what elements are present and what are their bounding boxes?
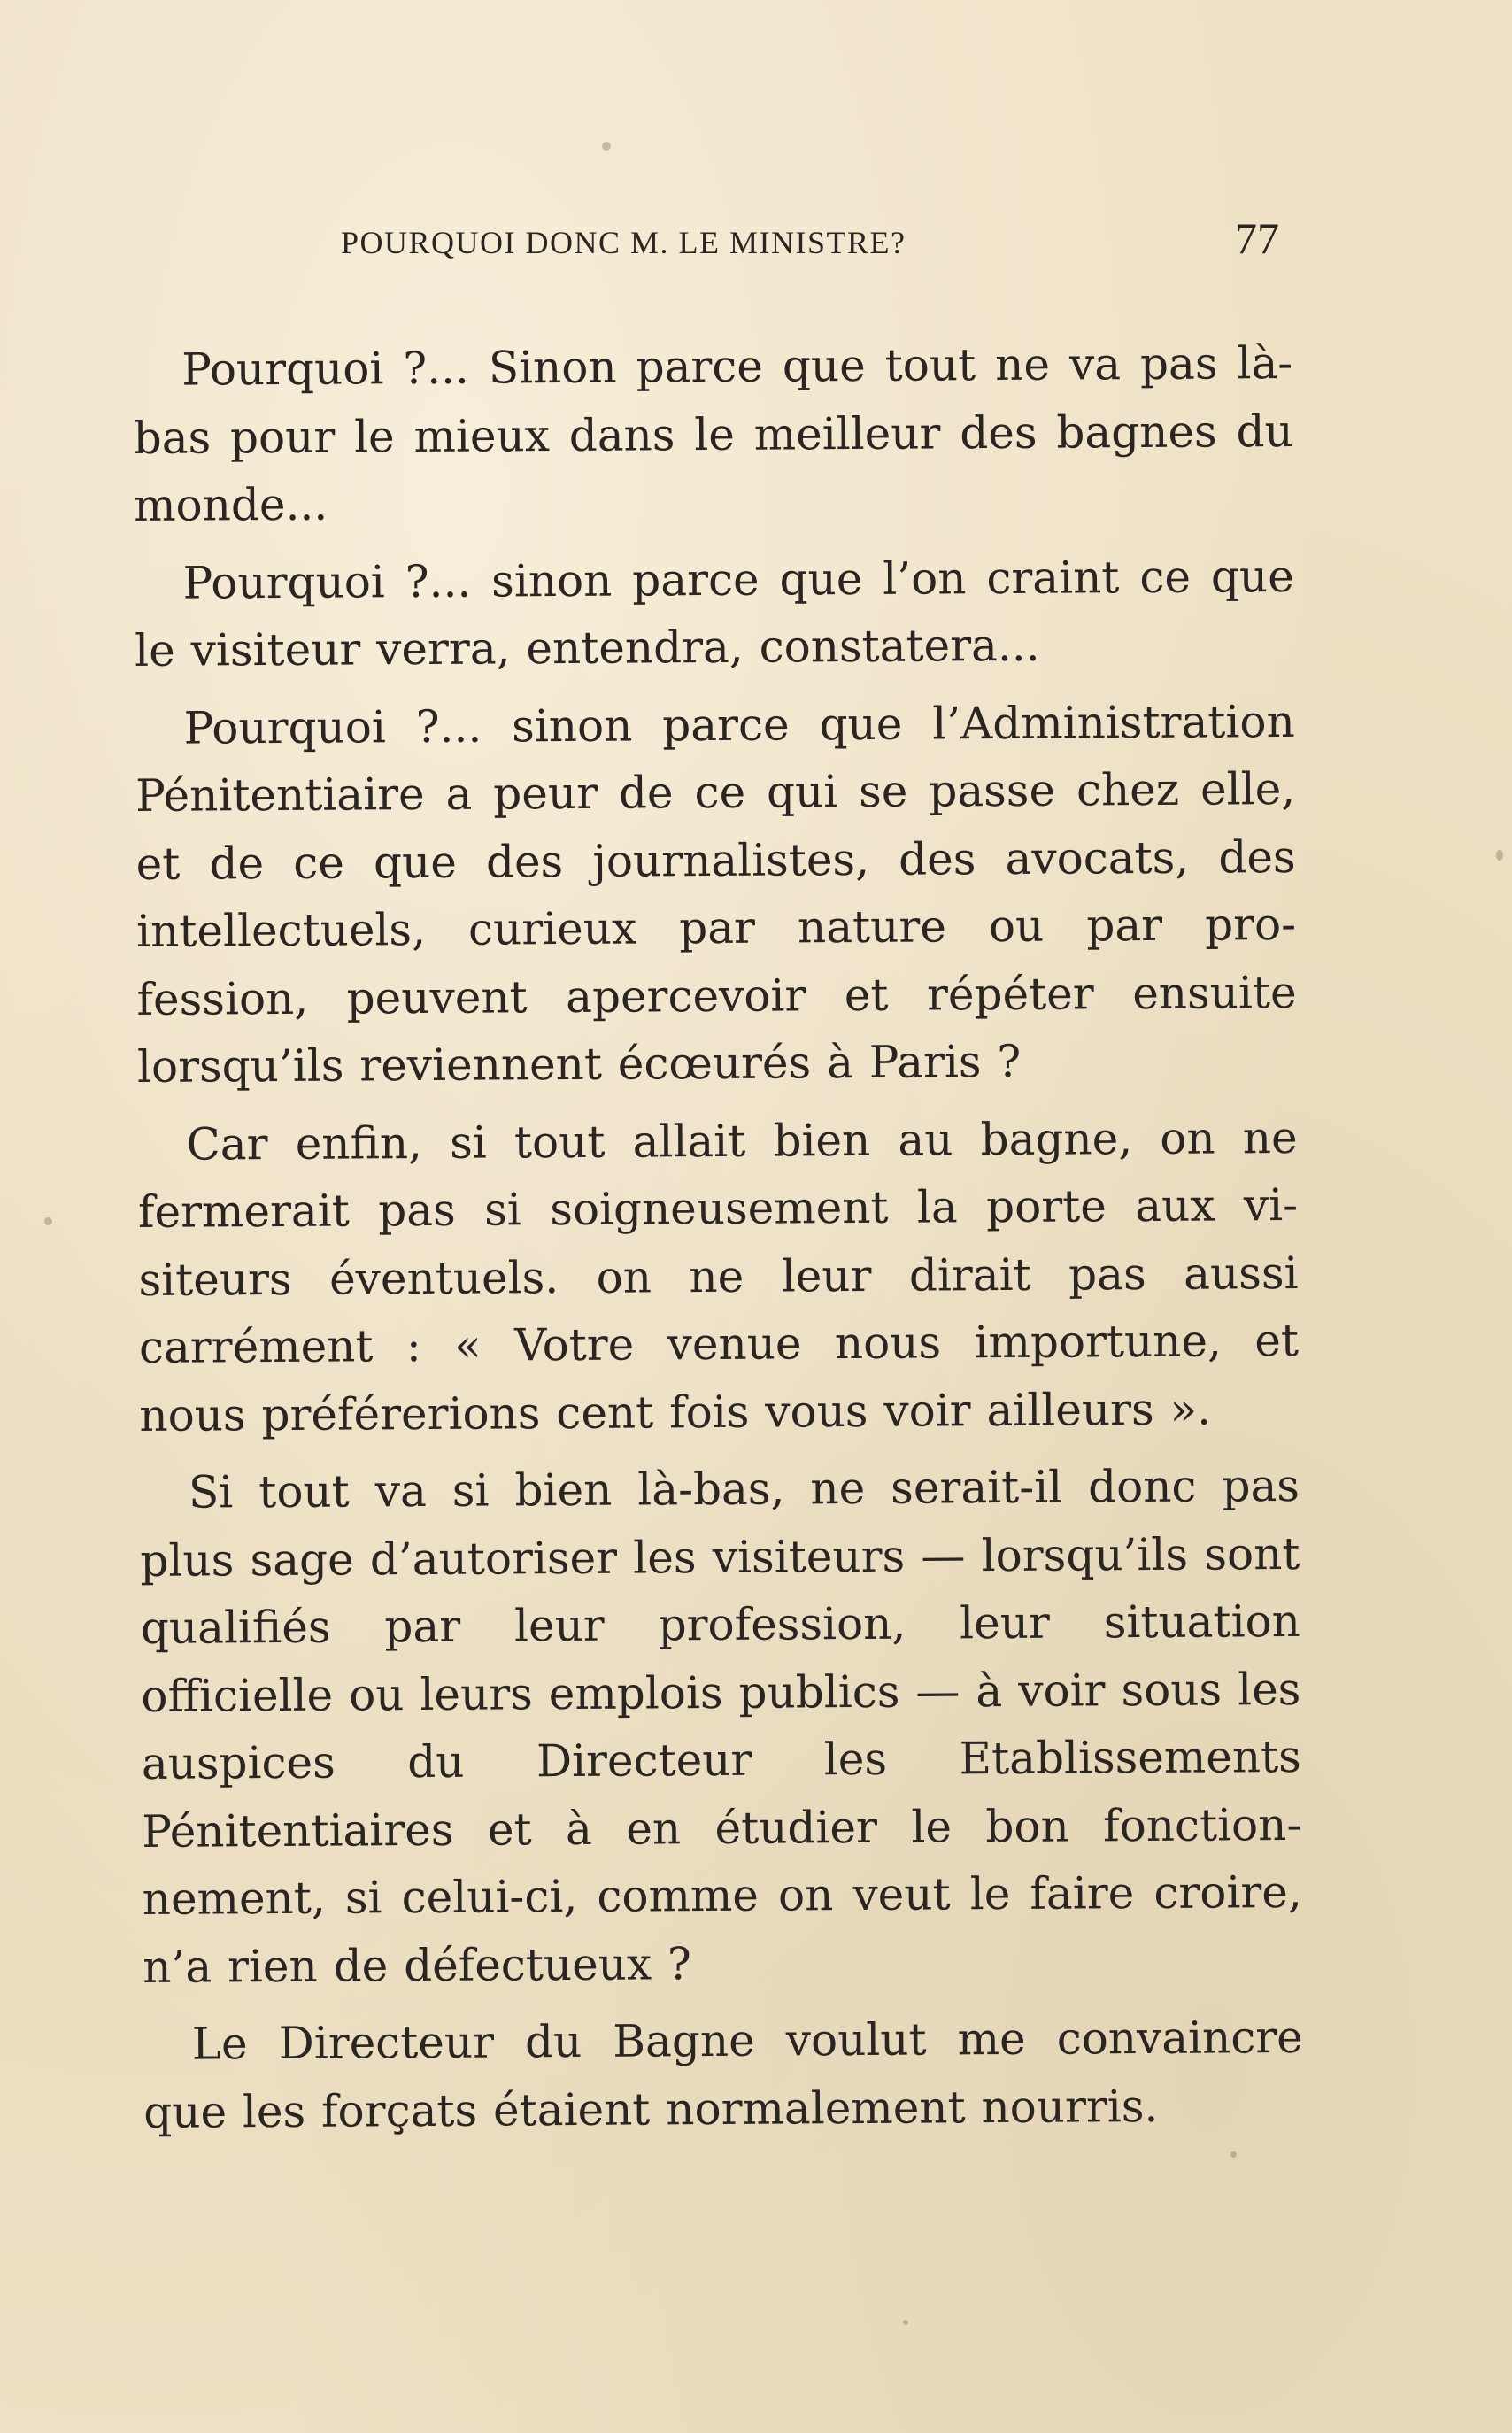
paper-speck [1230, 2151, 1237, 2158]
running-head [341, 212, 1279, 266]
paper-speck [44, 1217, 52, 1225]
page-number: 77 [1235, 213, 1279, 263]
paper-speck [1496, 850, 1503, 861]
paragraph-3: Pourquoi ?... sinon parce que l’Administration Pénitentiaire a peur de ce qui se passe chez elle, et de ce que des journalistes, des avocats, des intellectuels, curieux par nature ou par pro-fession, peuvent apercevoir et répéter ensuite lorsqu’ils reviennent écœurés à Paris ? [135, 695, 1297, 1093]
paragraph-5: Si tout va si bien là-bas, ne serait-il donc pas plus sage d’autoriser les visiteurs — lorsqu’ils sont qualifiés par leur profession, leur situation officielle ou leurs emplois publics — à voir sous les auspices du Directeur les Etablissements Pénitentiaires et à en étudier le bon fonction-nement, si celui-ci, comme on veut le faire croire, n’a rien de défectueux ? [140, 1459, 1302, 1993]
paper-speck [602, 142, 611, 151]
paragraph-6: Le Directeur du Bagne voulut me convaincre que les forçats étaient normalement nourris. [143, 2011, 1303, 2138]
paragraph-1: Pourquoi ?... Sinon parce que tout ne va pas là-bas pour le mieux dans le meilleur des bagnes du monde... [133, 336, 1293, 531]
paragraph-4: Car enfin, si tout allait bien au bagne, on ne fermerait pas si soigneusement la porte aux vi-siteurs éventuels. on ne leur dirait pas aussi carrément : « Votre venue nous importune, et nous préférerions cent fois vous voir ailleurs ». [137, 1111, 1300, 1441]
paper-speck [903, 2320, 908, 2325]
running-title: POURQUOI DONC M. LE MINISTRE? [341, 225, 906, 260]
paragraph-2: Pourquoi ?... sinon parce que l’on craint ce que le visiteur verra, entendra, constatera... [134, 550, 1294, 676]
body-text [133, 329, 1304, 2156]
